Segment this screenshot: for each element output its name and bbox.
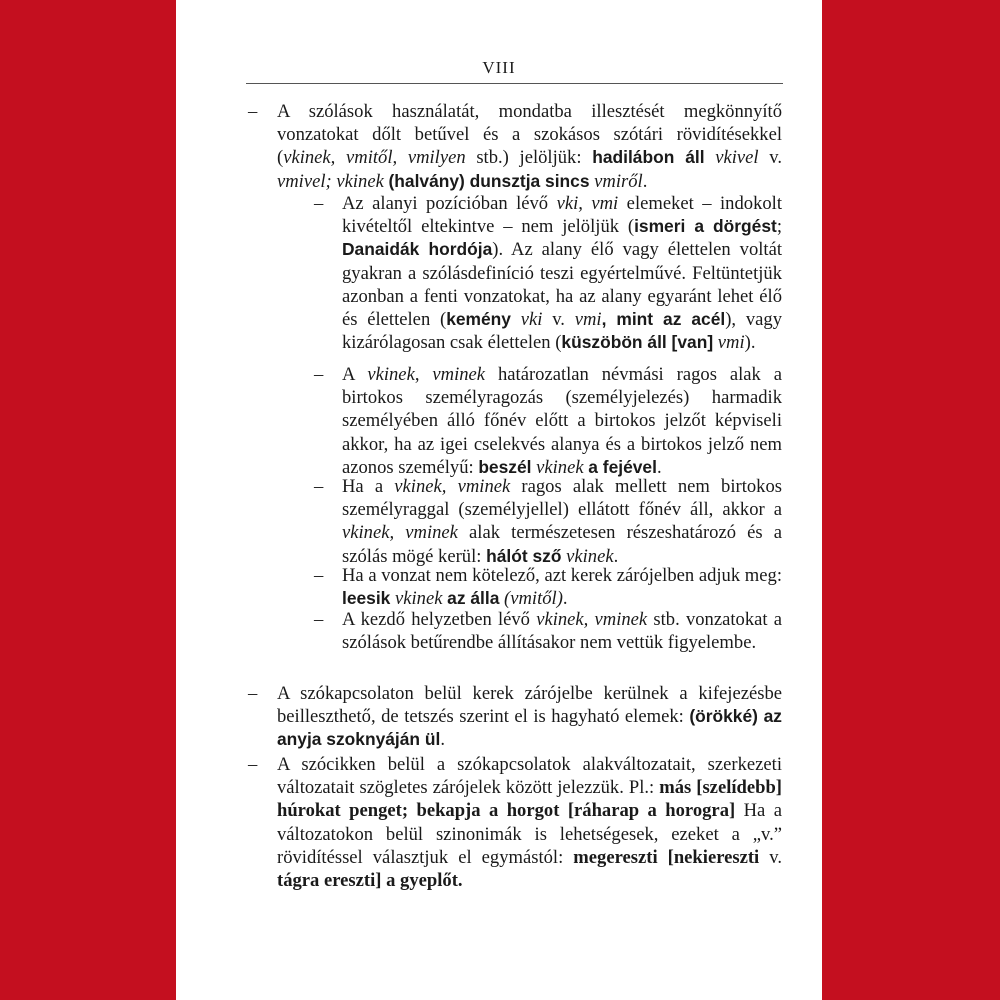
text-run [511,309,521,330]
text-run: v. [542,309,575,331]
text-run: ragos alak mellett nem birtokos személyraggal (személyjellel) ellátott főnév áll, akkor a [342,476,782,521]
text-run: v. [758,147,782,169]
headword-bold: Danaidák hordója [342,239,493,260]
paragraph-text [342,363,782,479]
italic-term: vmiről [594,170,643,192]
text-run: Ha a vonzat nem kötelező, azt kerek zárójelben adjuk meg: [342,565,782,586]
header-rule [246,83,783,84]
text-run: stb. vonzatokat a szólások betűrendbe állításakor nem vettük figyelembe. [342,609,783,654]
text-run: határozatlan névmási ragos alak a birtokos személyragozás (személyjelezés) harmadik személyében álló főnév előtt a birtokos jelzőt képviseli akkor, ha az igei cselekvés alanya és a birtokos jelző nem azonos személyű: [342,364,783,478]
text-run [705,147,716,168]
list-item [248,753,783,892]
text-run: alak természetesen részeshatározó és a szólás mögé kerül: [342,522,783,567]
text-run: stb.) jelöljük: [465,147,593,169]
headword-bold: beszél [478,456,532,477]
italic-term: vkivel [715,147,759,169]
headword-bold: más [szelídebb] húrokat penget; bekapja a horgot [ráharap a horogra] [277,777,782,822]
left-red-band [0,0,176,1000]
list-dash: – [248,754,258,775]
paragraph-text [342,192,782,354]
paragraph-text [277,682,782,752]
list-dash: – [248,683,258,704]
text-run: . [642,170,648,192]
text-run: v. [759,846,782,868]
sub-list-item [314,475,783,568]
italic-term: vkinek, vminek [536,609,648,630]
sub-list-item [314,192,783,354]
italic-term: vkinek, vminek [342,522,458,544]
italic-term: vkinek [367,364,415,385]
text-run: ). Az alany élő vagy élettelen voltát gyakran a szólásdefiníció teszi egyértelművé. Feltüntetjük azonban a fenti vonzatokat, ha az alany egyaránt lehet élő és élettelen ( [342,239,783,331]
headword-bold: leesik [342,588,391,609]
book-page [176,0,822,1000]
list-item [248,682,782,752]
text-run: . [562,588,568,610]
list-item [248,100,782,193]
text-run: elemeket – indokolt kivételtől eltekintve – nem jelöljük ( [342,193,783,238]
text-run: A szócikken belül a szókapcsolatok alakváltozatait, szerkezeti változatait szögletes zárójelek között jelezzük. Pl.: [277,754,782,799]
sub-list-item [314,608,783,654]
paragraph-text [342,608,782,654]
italic-term: vki, vmi [556,193,619,214]
italic-term: vkinek, vminek [394,476,511,497]
paragraph-text [277,100,782,193]
italic-term: vmivel; vkinek [277,170,384,192]
right-red-band [822,0,1000,1000]
headword-bold: (halvány) dunsztja sincs [388,170,590,191]
headword-bold: tágra ereszti] a gyeplőt. [277,870,463,892]
paragraph-text [277,753,782,892]
text-run: ), vagy kizárólagosan csak élettelen ( [342,309,782,354]
text-run: ). [744,332,756,354]
headword-bold: hadilábon áll [592,147,705,168]
italic-term: vkinek, vmitől, vmilyen [283,147,466,169]
italic-term: vminek [432,364,486,385]
list-dash: – [314,476,324,497]
headword-bold: kemény [446,309,511,330]
text-run: Ha a [342,476,395,497]
list-dash: – [314,565,324,586]
list-dash: – [314,364,324,385]
italic-term: vmi [717,332,745,354]
paragraph-text [342,475,782,568]
headword-bold: (örökké) az anyja szoknyáján ül [277,706,782,750]
text-run: A szókapcsolaton belül kerek zárójelbe kerülnek a kifejezésbe beilleszthető, de tetszés szerint el is hagyható elemek: [277,683,782,728]
list-dash: – [314,193,324,214]
text-run: Ha a változatokon belül szinonimák is lehetségesek, ezeket a „v.” rövidítéssel választjuk el egymástól: [277,800,783,868]
text-run: A kezdő helyzetben lévő [342,609,537,630]
italic-term: vki [520,309,543,331]
italic-term: vmi [574,309,602,331]
text-run: A szólások használatát, mondatba illesztését megkönnyítő vonzatokat dőlt betűvel és a szokásos szótári rövidítésekkel ( [277,101,782,169]
text-run: Az alanyi pozícióban lévő [342,193,557,214]
text-run: A [342,364,368,385]
italic-term: vkinek [395,588,443,610]
italic-term: vkinek [536,456,584,478]
headword-bold: küszöbön áll [van] [561,332,714,353]
sub-list-item [314,363,783,479]
headword-bold: , mint az acél [601,309,726,330]
list-dash: – [314,609,324,630]
italic-term: (vmitől) [504,588,563,610]
paragraph-text [342,564,782,610]
headword-bold: az álla [447,588,500,609]
headword-bold: megereszti [nekiereszti [573,846,760,868]
text-run: , [414,364,433,385]
list-dash: – [248,101,258,122]
italic-term: vkinek [566,545,614,567]
sub-list-item [314,564,782,610]
page-number: VIII [482,58,516,77]
text-run: . [656,456,662,478]
text-run: . [613,545,619,567]
headword-bold: ismeri a dörgést [634,216,777,237]
headword-bold: a fejével [588,456,657,477]
text-run: ; [776,216,782,238]
headword-bold: hálót sző [486,545,562,566]
text-run: . [440,729,445,751]
